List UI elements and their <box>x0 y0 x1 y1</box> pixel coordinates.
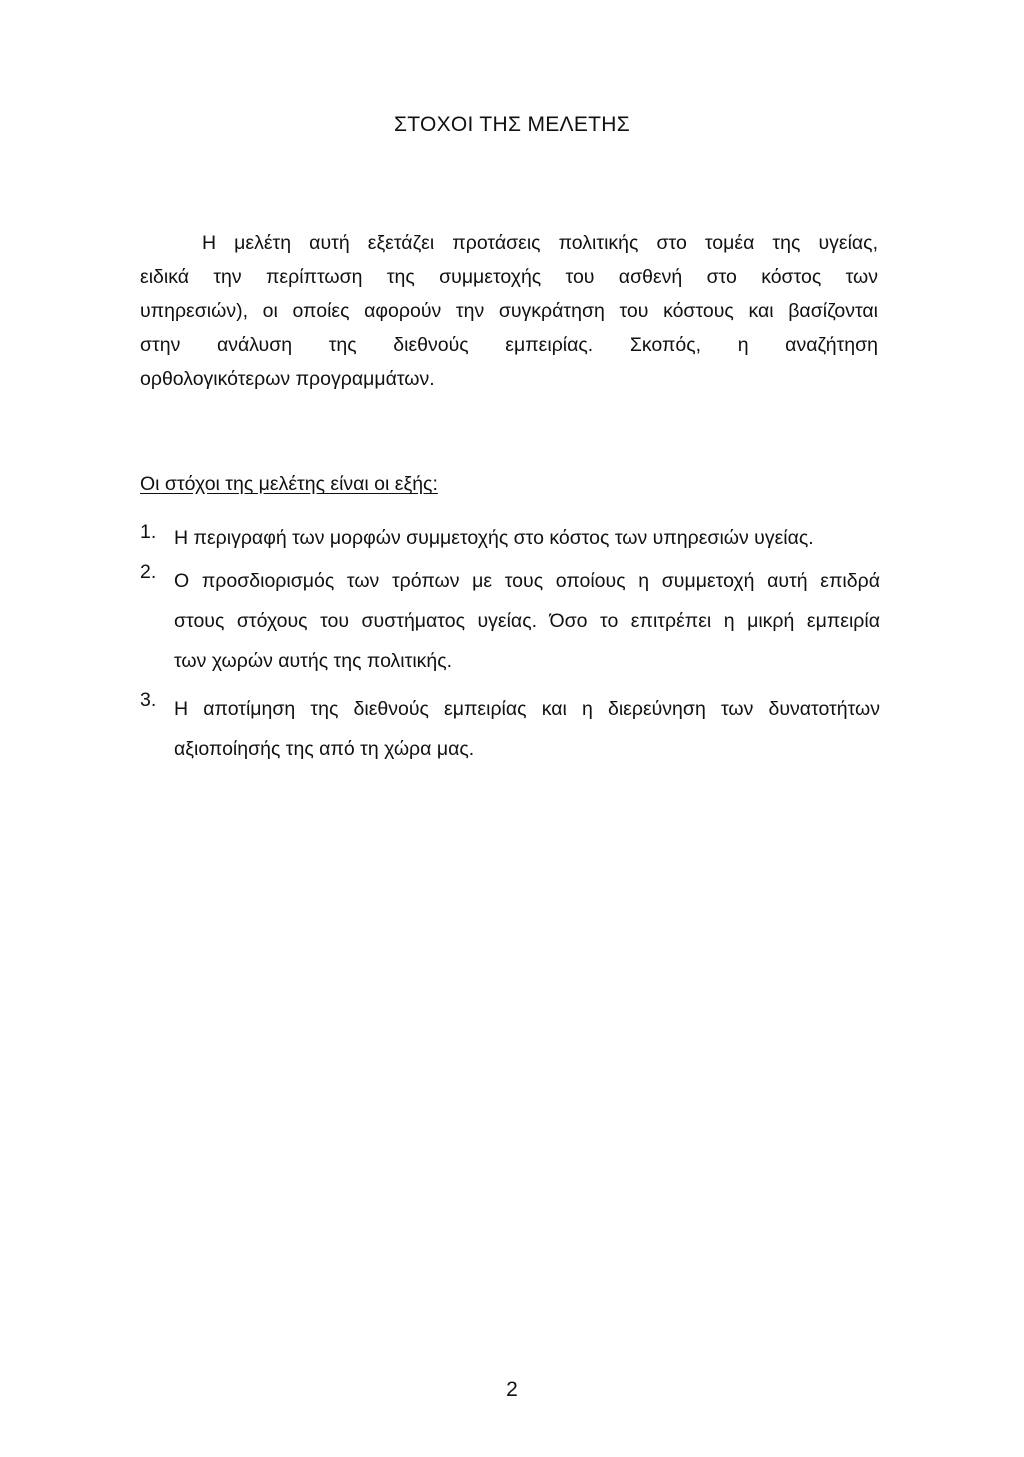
intro-line: ορθολογικότερων προγραμμάτων. <box>140 368 435 390</box>
objectives-list <box>140 521 880 769</box>
objective-line: των χωρών αυτής της πολιτικής. <box>174 650 453 672</box>
intro-line: ειδικά την περίπτωση της συμμετοχής του ασθενή στο κόστος των <box>140 266 878 288</box>
objectives-heading: Οι στόχοι της μελέτης είναι οι εξής: <box>140 473 438 495</box>
intro-line: στην ανάλυση της διεθνούς εμπειρίας. Σκοπός, η αναζήτηση <box>140 334 878 356</box>
objective-item <box>140 521 880 561</box>
objective-line: στους στόχους του συστήματος υγείας. Όσο το επιτρέπει η μικρή εμπειρία <box>174 610 880 632</box>
objective-line: αξιοποίησής της από τη χώρα μας. <box>174 738 475 760</box>
intro-line: υπηρεσιών), οι οποίες αφορούν την συγκράτηση του κόστους και βασίζονται <box>140 300 878 322</box>
objective-line: Η αποτίμηση της διεθνούς εμπειρίας και η διερεύνηση των δυνατοτήτων <box>174 698 880 720</box>
intro-line: Η μελέτη αυτή εξετάζει προτάσεις πολιτικής στο τομέα της υγείας, <box>202 232 878 254</box>
objective-item <box>140 689 880 769</box>
objective-number: 2. <box>140 561 157 583</box>
objective-line: Η περιγραφή των μορφών συμμετοχής στο κόστος των υπηρεσιών υγείας. <box>174 527 814 549</box>
objective-item <box>140 561 880 685</box>
page-title: ΣΤΟΧΟΙ ΤΗΣ ΜΕΛΕΤΗΣ <box>393 113 631 136</box>
objective-number: 1. <box>140 521 157 543</box>
objective-line: Ο προσδιορισμός των τρόπων με τους οποίους η συμμετοχή αυτή επιδρά <box>174 570 880 592</box>
page-number: 2 <box>506 1378 518 1401</box>
objective-number: 3. <box>140 689 157 711</box>
intro-paragraph <box>140 226 878 396</box>
